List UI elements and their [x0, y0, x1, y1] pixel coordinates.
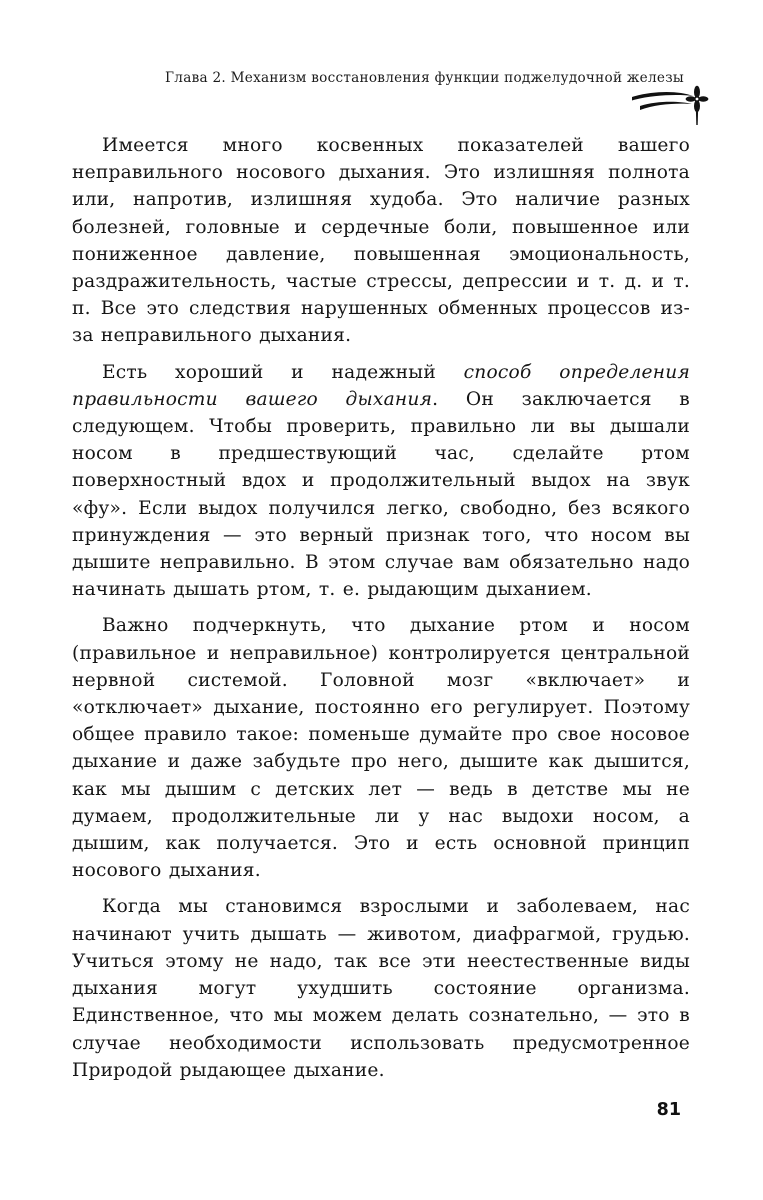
body-paragraph-1 [72, 132, 690, 350]
body-paragraph-3 [72, 612, 690, 884]
chapter-running-head: Глава 2. Механизм восстановления функции поджелудочной железы [165, 70, 684, 86]
floral-flourish-icon [631, 84, 711, 126]
body-paragraph-2 [72, 359, 690, 604]
text-run: . Он заключается в следующем. Чтобы проверить, правильно ли вы дышали носом в предшествующий час, сделайте ртом поверхностный вдох и продолжительный выдох на звук «фу». Если выдох получился легко, свободно, без всякого принуждения — это верный признак того, что носом вы дышите неправильно. В этом случае вам обязательно надо начинать дышать ртом, т. е. рыдающим дыханием. [72, 388, 690, 601]
text-run: Имеется много косвенных показателей вашего неправильного носового дыхания. Это излишняя полнота или, напротив, излишняя худоба. Это наличие разных болезней, головные и сердечные боли, повышенное или пониженное давление, повышенная эмоциональность, раздражительность, частые стрессы, депрессии и т. д. и т. п. Все это следствия нарушенных обменных процессов из-за неправильного дыхания. [72, 135, 690, 347]
text-run: Есть хороший и надежный [102, 361, 464, 383]
text-run: Важно подчеркнуть, что дыхание ртом и носом (правильное и неправильное) контролируется центральной нервной системой. Головной мозг «включает» и «отключает» дыхание, постоянно его регулирует. Поэтому общее правило такое: поменьше думайте про свое носовое дыхание и даже забудьте про него, дышите как дышится, как мы дышим с детских лет — ведь в детстве мы не думаем, продолжительные ли у нас выдохи носом, а дышим, как получается. Это и есть основной принцип носового дыхания. [72, 615, 690, 882]
text-run: Когда мы становимся взрослыми и заболеваем, нас начинают учить дышать — животом, диафрагмой, грудью. Учиться этому не надо, так все эти неестественные виды дыхания могут ухудшить состояние организма. Единственное, что мы можем делать сознательно, — это в случае необходимости использовать предусмотренное Природой рыдающее дыхание. [72, 896, 690, 1081]
body-text-block [72, 132, 690, 1084]
body-paragraph-4 [72, 893, 690, 1083]
page-number: 81 [656, 1100, 681, 1120]
italic-text-run: способ определения правильности вашего дыхания [72, 361, 690, 410]
